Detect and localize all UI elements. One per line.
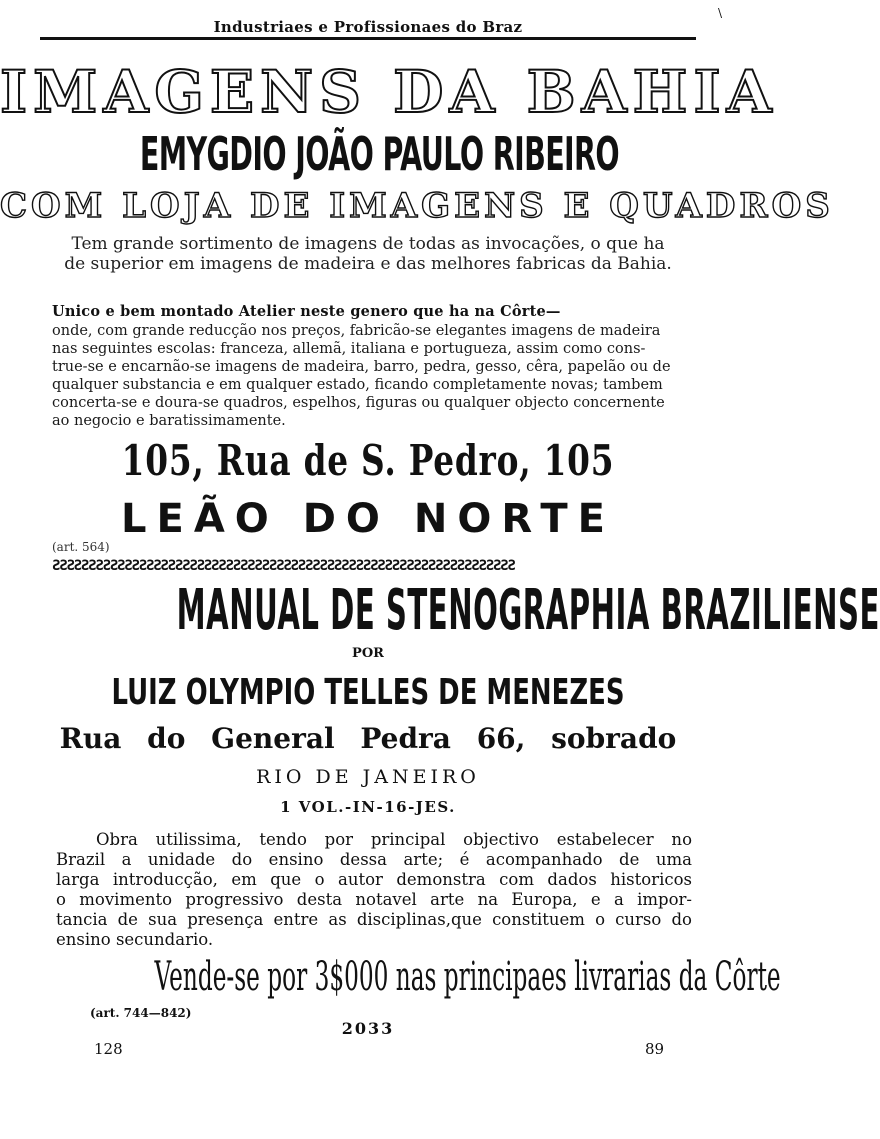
page-mark: \ bbox=[717, 6, 722, 20]
ad1-intro: Tem grande sortimento de imagens de todas as invocações, o que ha de superior em imagens de madeira e das melhores fabricas da Bahia. bbox=[64, 234, 672, 274]
ad2-description-line: Obra utilissima, tendo por principal objectivo estabelecer no bbox=[96, 830, 692, 849]
ornamental-divider: ƧƧƧƧƧƧƧƧƧƧƧƧƧƧƧƧƧƧƧƧƧƧƧƧƧƧƧƧƧƧƧƧƧƧƧƧƧƧƧƧƧƧƧƧƧƧƧƧƧƧƧƧƧƧƧƧƧƧƧƧƧƧƧƧ bbox=[52, 558, 515, 574]
entry-number: 2033 bbox=[341, 1019, 395, 1038]
ad1-body-line: concerta-se e doura-se quadros, espelhos, figuras ou qualquer objecto concernente bbox=[52, 395, 665, 411]
ad1-body-line: true-se e encarnão-se imagens de madeira, barro, pedra, gesso, cêra, papelão ou de bbox=[52, 359, 671, 375]
page-number-left: 128 bbox=[94, 1040, 123, 1058]
ad2-description-line: Brazil a unidade do ensino dessa arte; é acompanhado de uma bbox=[56, 850, 692, 869]
ad1-owner-name: EMYGDIO JOÃO PAULO RIBEIRO bbox=[139, 127, 620, 181]
ad1-article-ref: (art. 564) bbox=[52, 540, 110, 554]
ad2-city: RIO DE JANEIRO bbox=[256, 766, 480, 788]
page-number-right: 89 bbox=[645, 1040, 665, 1058]
ad1-body-line: onde, com grande reducção nos preços, fabricão-se elegantes imagens de madeira bbox=[52, 323, 661, 339]
ad2-sale-line: Vende-se por 3$000 nas principaes livrarias da Côrte bbox=[154, 954, 781, 1000]
ad1-body-line: nas seguintes escolas: franceza, allemã, italiana e portugueza, assim como cons- bbox=[52, 341, 646, 357]
ad1-title: IMAGENS DA BAHIA bbox=[0, 58, 778, 126]
ad2-title: MANUAL DE STENOGRAPHIA BRAZILIENSE bbox=[176, 578, 880, 643]
ad1-address: 105, Rua de S. Pedro, 105 bbox=[121, 436, 615, 485]
ad2-description-line: o movimento progressivo desta notavel arte na Europa, e a impor- bbox=[56, 890, 692, 909]
ad1-shop-line: COM LOJA DE IMAGENS E QUADROS bbox=[0, 186, 834, 226]
ad2-volume-info: 1 VOL.-IN-16-JES. bbox=[280, 798, 456, 816]
ad1-shop-sign: LEÃO DO NORTE bbox=[121, 496, 615, 542]
ad2-street-address: Rua do General Pedra 66, sobrado bbox=[59, 722, 677, 755]
ad2-article-ref: (art. 744—842) bbox=[90, 1006, 192, 1020]
ad1-lead: Unico e bem montado Atelier neste genero que ha na Côrte— bbox=[52, 303, 561, 320]
running-head: Industriaes e Profissionaes do Braz bbox=[213, 18, 523, 36]
ad2-author: LUIZ OLYMPIO TELLES DE MENEZES bbox=[111, 672, 625, 713]
ad2-description-line: ensino secundario. bbox=[56, 930, 214, 949]
ad2-description-line: larga introducção, em que o autor demonstra com dados historicos bbox=[56, 870, 692, 889]
ad1-body-line: qualquer substancia e em qualquer estado, ficando completamente novas; tambem bbox=[52, 377, 663, 393]
ad2-description-line: tancia de sua presença entre as disciplinas,que constituem o curso do bbox=[56, 910, 692, 929]
ad1-body-line: ao negocio e baratissimamente. bbox=[52, 413, 286, 429]
ad2-by-label: POR bbox=[352, 646, 384, 661]
header-rule bbox=[40, 37, 696, 40]
